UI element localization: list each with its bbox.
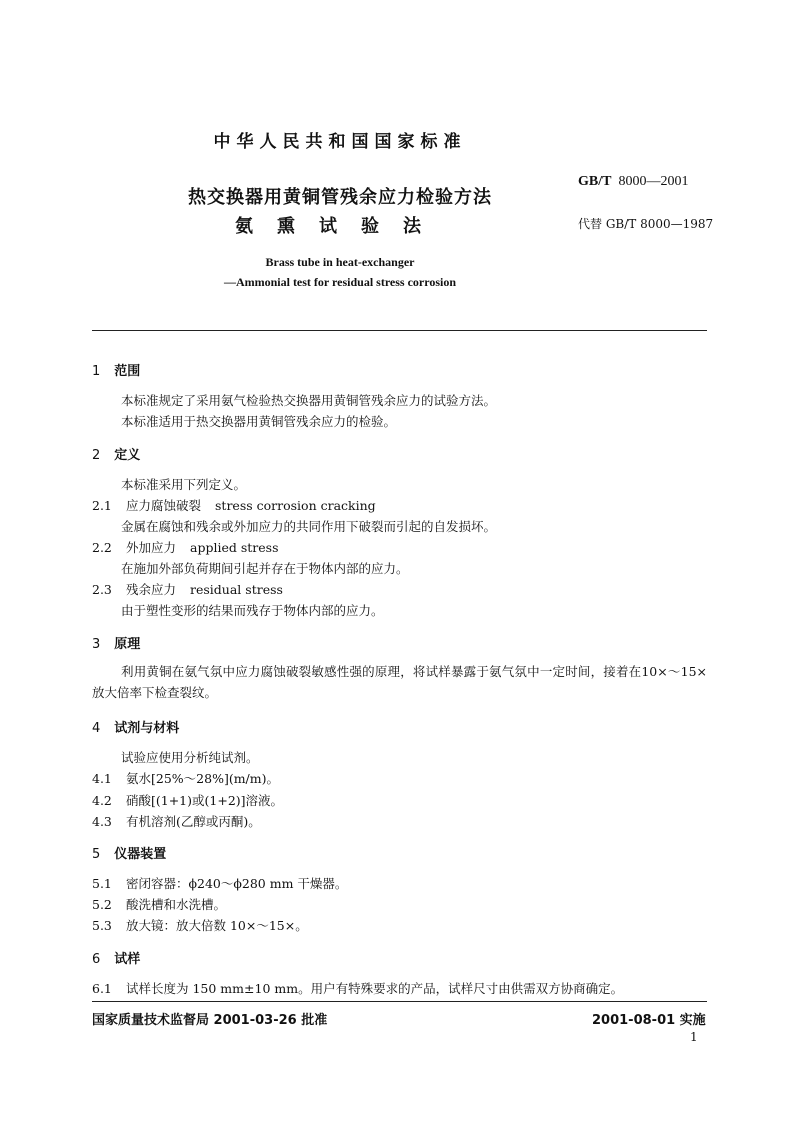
section-title: 试样: [114, 952, 141, 967]
item-text: 酸洗槽和水洗槽。: [126, 897, 227, 912]
section-4-heading: [92, 717, 179, 736]
item-number: 2.2: [92, 540, 112, 555]
item-5-1: [92, 874, 347, 892]
item-number: 4.3: [92, 814, 112, 829]
section-number: 3: [92, 637, 101, 652]
replaces-note: 代替 GB/T 8000—1987: [578, 217, 714, 231]
approval-line: 国家质量技术监督局 2001-03-26 批准: [92, 1013, 328, 1028]
section-2-heading: [92, 444, 140, 463]
national-standard-heading: 中华人民共和国国家标准: [213, 132, 467, 152]
effective-date: 2001-08-01 实施: [592, 1013, 706, 1028]
title-cn: 热交换器用黄铜管残余应力检验方法: [188, 187, 492, 208]
item-2-2: [92, 538, 278, 556]
standard-code: 8000—2001: [618, 174, 689, 189]
item-number: 5.3: [92, 918, 112, 933]
item-number: 6.1: [92, 981, 112, 996]
section-number: 4: [92, 721, 101, 736]
item-6-1: [92, 979, 623, 997]
item-text: 放大镜：放大倍数 10×～15×。: [126, 918, 308, 933]
section-title: 范围: [114, 364, 141, 379]
page-number: 1: [690, 1030, 698, 1044]
item-text: 硝酸[(1+1)或(1+2)]溶液。: [126, 793, 284, 808]
term-en: residual stress: [190, 582, 283, 597]
item-number: 4.1: [92, 771, 112, 786]
section-title: 仪器装置: [114, 847, 167, 862]
item-number: 2.1: [92, 498, 112, 513]
definition-2-2: 在施加外部负荷期间引起并存在于物体内部的应力。: [121, 561, 409, 576]
term-en: stress corrosion cracking: [215, 498, 376, 513]
term-cn: 外加应力: [126, 540, 177, 555]
title-en-line1: Brass tube in heat-exchanger: [265, 255, 415, 269]
item-text: 有机溶剂(乙醇或丙酮)。: [126, 814, 261, 829]
definition-2-3: 由于塑性变形的结果而残存于物体内部的应力。: [121, 603, 384, 618]
subtitle-cn: 氨熏试验法: [235, 216, 445, 237]
item-4-2: [92, 791, 283, 809]
section-4-paragraph: 试验应使用分析纯试剂。: [121, 750, 259, 765]
section-3-paragraph: 利用黄铜在氨气氛中应力腐蚀破裂敏感性强的原理，将试样暴露于氨气氛中一定时间，接着在10×～15×放大倍率下检查裂纹。: [92, 664, 707, 700]
section-2-paragraph: 本标准采用下列定义。: [121, 477, 247, 492]
section-number: 2: [92, 448, 101, 463]
section-6-heading: [92, 948, 140, 967]
item-number: 5.2: [92, 897, 112, 912]
section-1-paragraph-2: 本标准适用于热交换器用黄铜管残余应力的检验。: [121, 414, 397, 429]
term-cn: 残余应力: [126, 582, 177, 597]
item-5-3: [92, 916, 308, 934]
term-cn: 应力腐蚀破裂: [126, 498, 202, 513]
section-5-heading: [92, 843, 166, 862]
item-text: 密闭容器：ϕ240～ϕ280 mm 干燥器。: [126, 876, 348, 891]
item-text: 试样长度为 150 mm±10 mm。用户有特殊要求的产品，试样尺寸由供需双方协商确定。: [126, 981, 624, 996]
section-title: 试剂与材料: [114, 721, 180, 736]
item-4-3: [92, 812, 261, 830]
term-en: applied stress: [190, 540, 279, 555]
section-1-heading: [92, 360, 140, 379]
item-5-2: [92, 895, 226, 913]
item-number: 4.2: [92, 793, 112, 808]
section-1-paragraph-1: 本标准规定了采用氨气检验热交换器用黄铜管残余应力的试验方法。: [121, 393, 497, 408]
title-en-line2: —Ammonial test for residual stress corrosion: [223, 275, 457, 289]
header-divider: [92, 330, 707, 331]
section-number: 1: [92, 364, 101, 379]
definition-2-1: 金属在腐蚀和残余或外加应力的共同作用下破裂而引起的自发损坏。: [121, 519, 497, 534]
item-2-3: [92, 580, 283, 598]
section-number: 5: [92, 847, 101, 862]
section-title: 原理: [114, 637, 141, 652]
section-number: 6: [92, 952, 101, 967]
section-3-heading: [92, 633, 140, 652]
item-text: 氨水[25%～28%](m/m)。: [126, 771, 279, 786]
item-4-1: [92, 769, 279, 787]
footer-divider: [92, 1001, 707, 1002]
section-title: 定义: [114, 448, 141, 463]
item-2-1: [92, 496, 376, 514]
item-number: 2.3: [92, 582, 112, 597]
standard-prefix: GB/T: [578, 174, 612, 189]
item-number: 5.1: [92, 876, 112, 891]
